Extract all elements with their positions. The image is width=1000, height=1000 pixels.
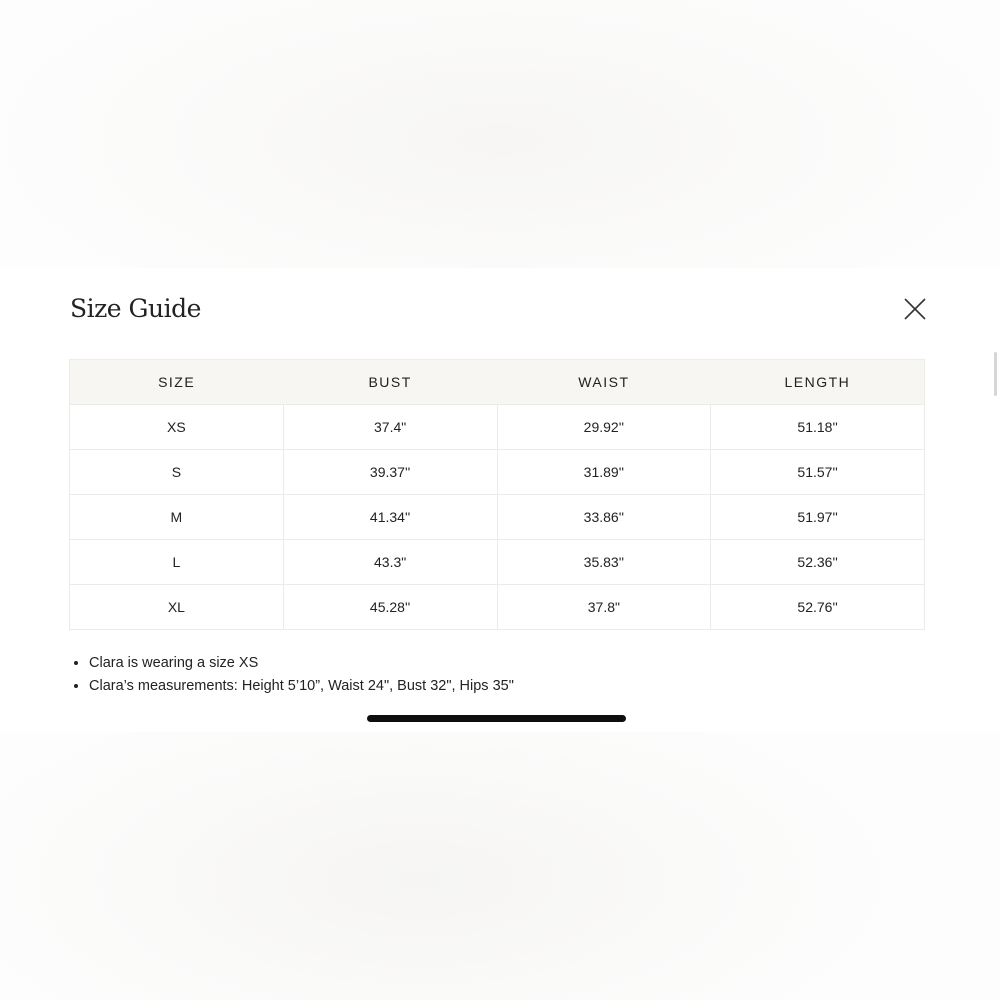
column-header-size: SIZE <box>70 360 284 405</box>
column-header-waist: WAIST <box>497 360 711 405</box>
waist-cell: 35.83'' <box>497 540 711 585</box>
bust-cell: 39.37'' <box>283 450 497 495</box>
size-cell: XS <box>70 405 284 450</box>
length-cell: 52.36'' <box>711 540 925 585</box>
waist-cell: 31.89'' <box>497 450 711 495</box>
table-row <box>70 495 925 540</box>
close-button[interactable] <box>898 292 932 326</box>
table-row <box>70 450 925 495</box>
length-cell: 51.57'' <box>711 450 925 495</box>
waist-cell: 33.86'' <box>497 495 711 540</box>
fit-note: • Clara is wearing a size XS <box>89 652 514 675</box>
close-icon <box>898 292 932 326</box>
fit-note: • Clara’s measurements: Height 5’10”, Waist 24", Bust 32", Hips 35" <box>89 675 514 698</box>
waist-cell: 37.8" <box>497 585 711 630</box>
scrollbar-thumb[interactable] <box>994 352 997 396</box>
home-indicator[interactable] <box>367 715 626 722</box>
bust-cell: 45.28'' <box>283 585 497 630</box>
table-header-row <box>70 360 925 405</box>
length-cell: 51.97'' <box>711 495 925 540</box>
bust-cell: 41.34'' <box>283 495 497 540</box>
size-cell: S <box>70 450 284 495</box>
size-guide-title: Size Guide <box>70 294 201 323</box>
length-cell: 52.76'' <box>711 585 925 630</box>
bust-cell: 37.4" <box>283 405 497 450</box>
length-cell: 51.18'' <box>711 405 925 450</box>
size-cell: XL <box>70 585 284 630</box>
size-table <box>69 359 925 630</box>
table-row <box>70 405 925 450</box>
size-cell: L <box>70 540 284 585</box>
size-cell: M <box>70 495 284 540</box>
bust-cell: 43.3" <box>283 540 497 585</box>
fit-notes-list <box>70 652 514 698</box>
waist-cell: 29.92'' <box>497 405 711 450</box>
table-row <box>70 585 925 630</box>
column-header-bust: BUST <box>283 360 497 405</box>
column-header-length: LENGTH <box>711 360 925 405</box>
table-row <box>70 540 925 585</box>
